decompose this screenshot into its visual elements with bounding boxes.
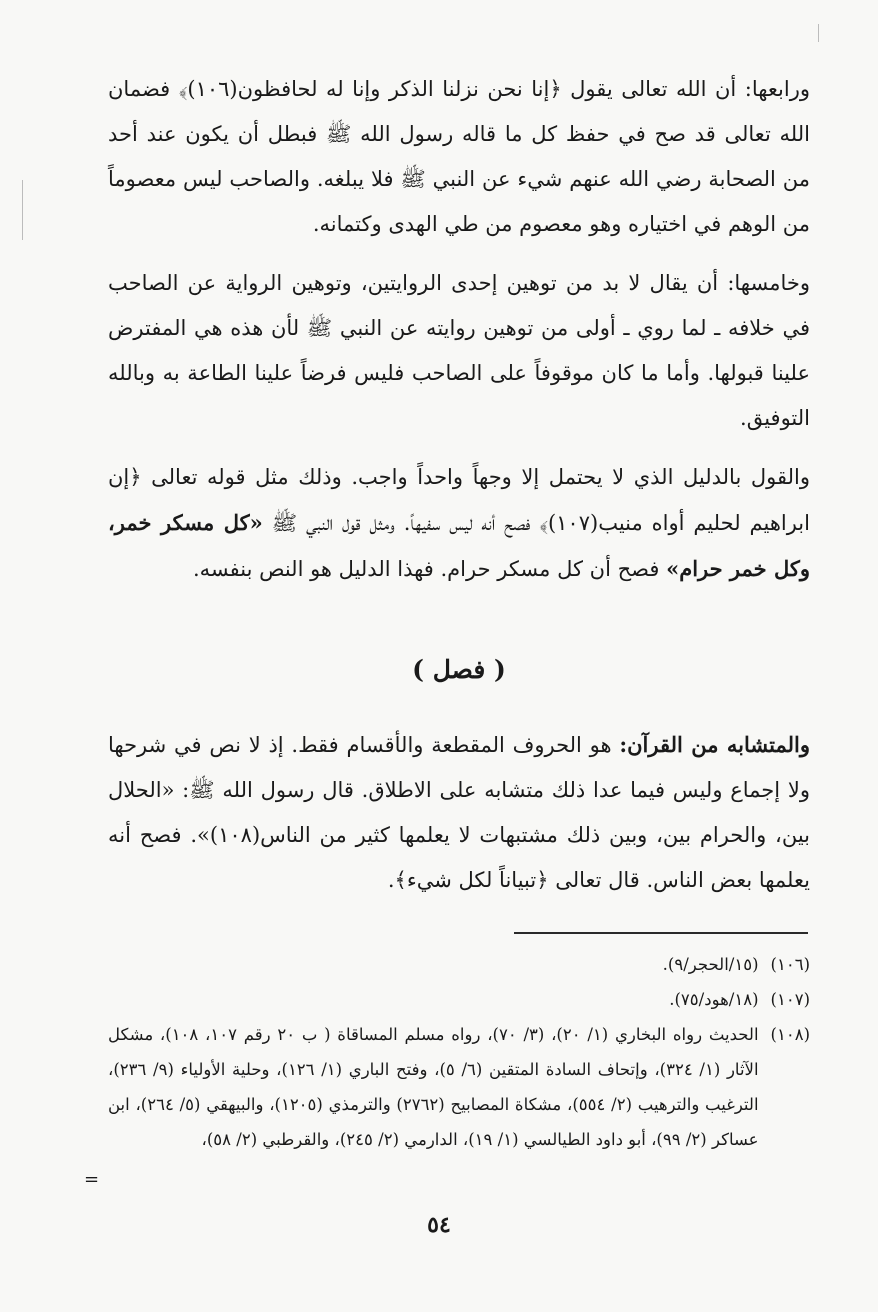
- paragraph-fourth-argument: [108, 67, 810, 247]
- section-heading: ( فصل ): [412, 655, 506, 684]
- paragraph-text: وخامسها: أن يقال لا بد من توهين إحدى الروايتين، وتوهين الرواية عن الصاحب في خلافه ـ لما روي ـ أولى من توهين روايته عن النبي ﷺ لأن هذه هي المفترض علينا قبولها. وأما ما كان موقوفاً على الصاحب فليس فرضاً علينا الطاعة به وبالله التوفيق.: [108, 271, 810, 430]
- scan-edge-mark: [22, 180, 23, 240]
- paragraph-mutashabih: [108, 722, 810, 903]
- scan-edge-mark: [818, 24, 819, 42]
- paragraph-fifth-argument: [108, 261, 810, 441]
- paragraph-lead-term: والمتشابه من القرآن:: [619, 732, 810, 757]
- footnote-number: (١٠٨): [770, 1025, 810, 1044]
- paragraph-text: [108, 722, 810, 903]
- page-number: ٥٤: [427, 1212, 451, 1238]
- footnote-item: [108, 947, 810, 982]
- footnote-text: (١٨/هود/٧٥).: [669, 990, 759, 1009]
- footnote-text: الحديث رواه البخاري (١/ ٢٠)، (٣/ ٧٠)، رواه مسلم المساقاة ( ب ٢٠ رقم ١٠٧، ١٠٨)، مشكل الآثار (١/ ٣٢٤)، وإتحاف السادة المتقين (٦/ ٥)، وفتح الباري (١/ ١٢٦)، وحلية الأولياء (٩/ ٢٣٦)، الترغيب والترهيب (٢/ ٥٥٤)، مشكاة المصابيح (٢٧٦٢) والترمذي (١٢٠٥)، والبيهقي (٥/ ٢٦٤)، ابن عساكر (٢/ ٩٩)، أبو داود الطيالسي (١/ ١٩)، الدارمي (٢/ ٢٤٥)، والقرطبي (٢/ ٥٨)،: [108, 1025, 759, 1149]
- footnote-item: [108, 982, 810, 1017]
- footnote-text: (١٥/الحجر/٩).: [662, 955, 759, 974]
- paragraph-text: ورابعها: أن الله تعالى يقول ﴿إنا نحن نزلنا الذكر وإنا له لحافظون(١٠٦)﴾ فضمان الله تعالى قد صح في حفظ كل ما قاله رسول الله ﷺ فبطل أن يكون عند أحد من الصحابة رضي الله عنهم شيء عن النبي ﷺ فلا يبلغه. والصاحب ليس معصوماً من الوهم في اختياره وهو معصوم من طي الهدى وكتمانه.: [108, 77, 810, 236]
- footnote-continuation-mark: =: [84, 1169, 100, 1190]
- footnote-separator: [514, 932, 808, 934]
- paragraph-text: [108, 455, 810, 592]
- footnotes: [108, 947, 810, 1157]
- footnote-number: (١٠٧): [770, 990, 810, 1009]
- footnote-number: (١٠٦): [770, 955, 810, 974]
- paragraph-text-start: والقول بالدليل الذي لا يحتمل إلا وجهاً واحداً واجب. وذلك مثل قوله تعالى ﴿إن ابراهيم لحليم أواه منيب(١٠٧)﴾ فصح أنه ليس سفيهاً. ومثل قول النبي ﷺ: [108, 465, 810, 535]
- footnote-item: [108, 1017, 810, 1157]
- paragraph-text-rest: هو الحروف المقطعة والأقسام فقط. إذ لا نص في شرحها ولا إجماع وليس فيما عدا ذلك متشابه على الاطلاق. قال رسول الله ﷺ: «الحلال بين، والحرام بين، وبين ذلك مشتبهات لا يعلمها كثير من الناس(١٠٨)». فصح أنه يعلمها بعض الناس. قال تعالى ﴿تبياناً لكل شيء﴾.: [108, 733, 810, 892]
- hadith-quote: «كل مسكر خمر، وكل خمر حرام»: [108, 510, 810, 581]
- paragraph-text-end: فصح أن كل مسكر حرام. فهذا الدليل هو النص بنفسه.: [192, 557, 660, 581]
- paragraph-evidence: [108, 455, 810, 592]
